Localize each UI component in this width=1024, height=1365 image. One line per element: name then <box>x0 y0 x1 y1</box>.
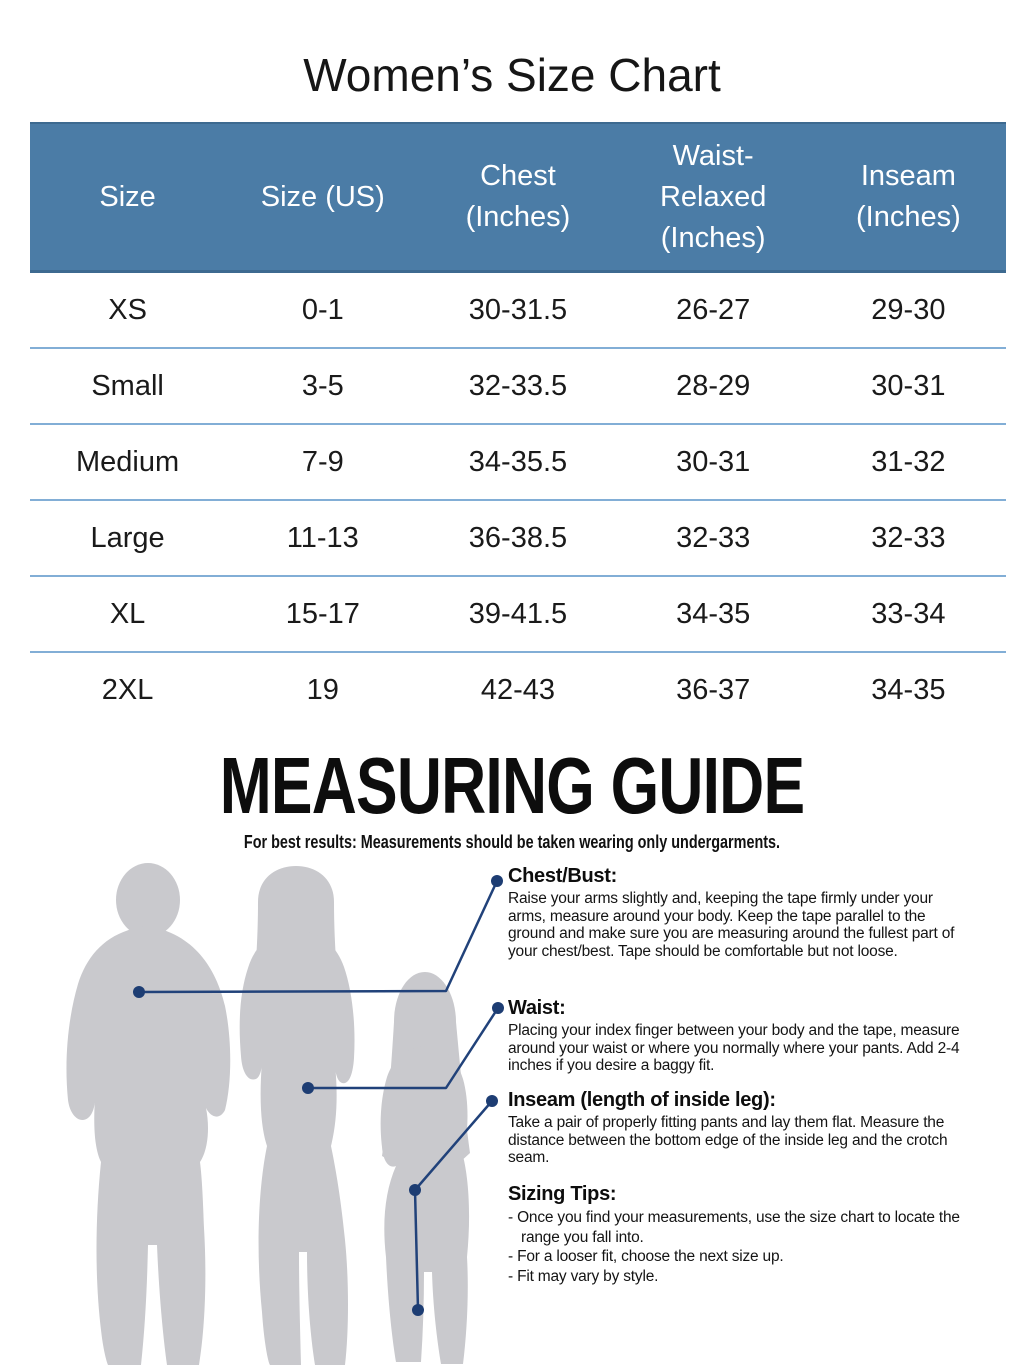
waist-point-dot <box>302 1082 314 1094</box>
page-title: Women’s Size Chart <box>303 49 721 101</box>
table-cell: 26-27 <box>676 293 751 326</box>
column-header: Size (US) <box>225 123 420 272</box>
measuring-guide-subtitle: For best results: Measurements should be taken wearing only undergarments. <box>243 832 781 852</box>
table-cell: 29-30 <box>871 293 946 326</box>
guide-section-chest <box>508 866 960 960</box>
table-cell: XS <box>108 293 147 326</box>
guide-section-heading: Chest/Bust: <box>508 865 617 887</box>
table-cell: 34-35.5 <box>420 424 615 500</box>
waist-label-dot <box>492 1002 504 1014</box>
inseam-bottom-dot <box>412 1304 424 1316</box>
guide-section-body: Take a pair of properly fitting pants and lay them flat. Measure the distance between the bottom edge of the inside leg and the crotch seam. <box>508 1114 948 1166</box>
table-cell: 7-9 <box>225 424 420 500</box>
table-cell: 30-31.5 <box>468 293 568 326</box>
table-cell: 30-31 <box>616 424 811 500</box>
table-cell: 19 <box>225 652 420 727</box>
table-cell: Small <box>30 348 225 424</box>
inseam-label-dot <box>486 1095 498 1107</box>
guide-section-heading: Inseam (length of inside leg): <box>508 1089 776 1111</box>
guide-section-body: Raise your arms slightly and, keeping the tape firmly under your arms, measure around your body. Keep the tape parallel to the ground and make sure you are measuring around the fullest part of your chest/best. Tape should be comfortable but not loose. <box>508 890 955 960</box>
inseam-top-dot <box>409 1184 421 1196</box>
guide-section-body: Placing your index finger between your body and the tape, measure around your waist or where you normally where your pants. Add 2-4 inches if you desire a baggy fit. <box>508 1022 960 1074</box>
table-cell: XL <box>30 576 225 652</box>
measuring-guide-title: MEASURING GUIDE <box>219 741 805 830</box>
girl-silhouette-figure <box>381 972 470 1364</box>
guide-section-inseam <box>508 1090 960 1167</box>
table-cell: 3-5 <box>225 348 420 424</box>
sizing-tip: - For a looser fit, choose the next size up. <box>508 1248 784 1265</box>
waist-connector-line <box>308 1008 498 1088</box>
table-cell: 39-41.5 <box>420 576 615 652</box>
guide-section-waist <box>508 998 960 1075</box>
table-cell: 32-33.5 <box>420 348 615 424</box>
guide-section-tips <box>508 1184 960 1286</box>
guide-sections <box>508 0 960 1365</box>
sizing-tip: - Fit may vary by style. <box>508 1267 659 1285</box>
table-cell: 32-33 <box>616 500 811 576</box>
woman-silhouette-figure <box>240 866 355 1365</box>
table-cell: 28-29 <box>616 348 811 424</box>
table-cell: 31-32 <box>811 424 1006 500</box>
table-cell: Medium <box>30 424 225 500</box>
table-cell: 2XL <box>30 652 225 727</box>
table-cell: 15-17 <box>225 576 420 652</box>
sizing-tip: - Once you find your measurements, use the size chart to locate the range you fall into. <box>508 1209 960 1246</box>
table-cell: 33-34 <box>811 576 1006 652</box>
guide-section-heading: Sizing Tips: <box>508 1183 617 1205</box>
column-header: Waist-Relaxed (Inches) <box>616 123 811 272</box>
chest-connector-line <box>139 881 497 992</box>
column-header: Size <box>30 123 225 272</box>
table-cell: Large <box>30 500 225 576</box>
table-cell: 30-31 <box>811 348 1006 424</box>
column-header: Inseam (Inches) <box>811 123 1006 272</box>
table-cell: 32-33 <box>811 500 1006 576</box>
table-cell: 36-38.5 <box>420 500 615 576</box>
guide-section-heading: Waist: <box>508 997 566 1019</box>
table-cell: 34-35 <box>616 576 811 652</box>
column-header: Chest (Inches) <box>420 123 615 272</box>
table-cell: 42-43 <box>420 652 615 727</box>
table-cell: 11-13 <box>225 500 420 576</box>
chest-point-dot <box>133 986 145 998</box>
chest-label-dot <box>491 875 503 887</box>
table-cell: 36-37 <box>616 652 811 727</box>
man-silhouette-figure <box>66 863 230 1365</box>
inseam-connector-line <box>415 1101 492 1310</box>
table-cell: 0-1 <box>301 293 344 326</box>
table-cell: 34-35 <box>811 652 1006 727</box>
